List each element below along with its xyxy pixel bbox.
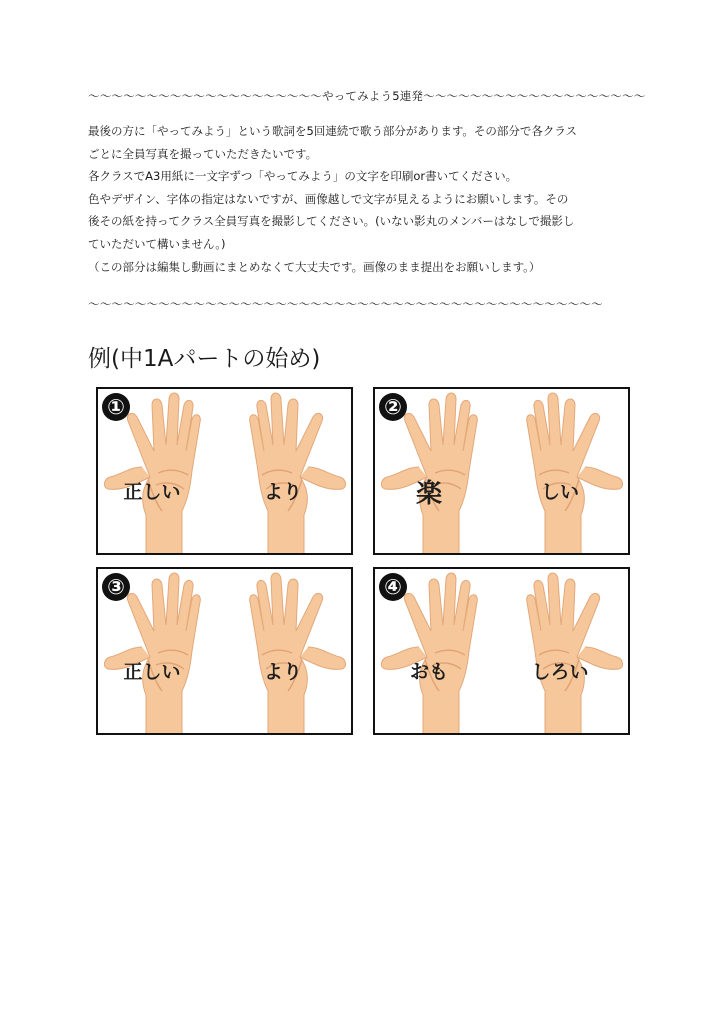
hands-illustration [375, 569, 628, 733]
example-heading: 例(中1Aパートの始め) [88, 346, 321, 372]
example-panel-3 [96, 567, 353, 735]
example-panel-1 [96, 387, 353, 555]
right-hand-text: しい [540, 481, 579, 503]
right-hand-text: より [263, 661, 302, 683]
right-palm-icon [250, 393, 346, 553]
right-hand-text: より [263, 481, 302, 503]
instruction-line: ていただいて構いません。) [88, 236, 226, 251]
hands-illustration [375, 389, 628, 553]
instruction-line: ごとに全員写真を撮っていただきたいです。 [88, 146, 318, 161]
left-hand-text: おも [409, 661, 448, 683]
hands-illustration [98, 569, 351, 733]
right-hand-text: しろい [531, 661, 589, 683]
instruction-line: 最後の方に「やってみよう」という歌詞を5回連続で歌う部分があります。その部分で各クラス [88, 124, 578, 138]
right-palm-icon [250, 573, 346, 733]
instruction-line: 後その紙を持ってクラス全員写真を撮影してください。(いない影丸のメンバーはなしで撮影し [88, 214, 575, 229]
instruction-line: （この部分は編集し動画にまとめなくて大丈夫です。画像のまま提出をお願いします。） [88, 259, 541, 274]
right-palm-icon [527, 573, 623, 733]
left-hand-text: 正しい [123, 661, 181, 683]
hands-illustration [98, 389, 351, 553]
instructions [88, 120, 648, 278]
panel-number-badge: ④ [379, 573, 407, 601]
panel-number-badge: ③ [102, 573, 130, 601]
example-panel-2 [373, 387, 630, 555]
panel-number-badge: ① [102, 393, 130, 421]
left-hand-text: 楽 [415, 479, 442, 509]
divider-bottom: 〜〜〜〜〜〜〜〜〜〜〜〜〜〜〜〜〜〜〜〜〜〜〜〜〜〜〜〜〜〜〜〜〜〜〜〜〜〜〜〜〜〜〜〜 [88, 297, 603, 311]
example-panel-4 [373, 567, 630, 735]
right-palm-icon [527, 393, 623, 553]
panel-number-badge: ② [379, 393, 407, 421]
instruction-line: 各クラスでA3用紙に一文字ずつ「やってみよう」の文字を印刷or書いてください。 [88, 169, 518, 184]
divider-top: 〜〜〜〜〜〜〜〜〜〜〜〜〜〜〜〜〜〜〜〜やってみよう5連発〜〜〜〜〜〜〜〜〜〜〜〜〜〜〜〜〜〜〜 [88, 89, 646, 103]
instruction-line: 色やデザイン、字体の指定はないですが、画像越しで文字が見えるようにお願いします。その [88, 191, 569, 206]
left-hand-text: 正しい [123, 481, 181, 503]
